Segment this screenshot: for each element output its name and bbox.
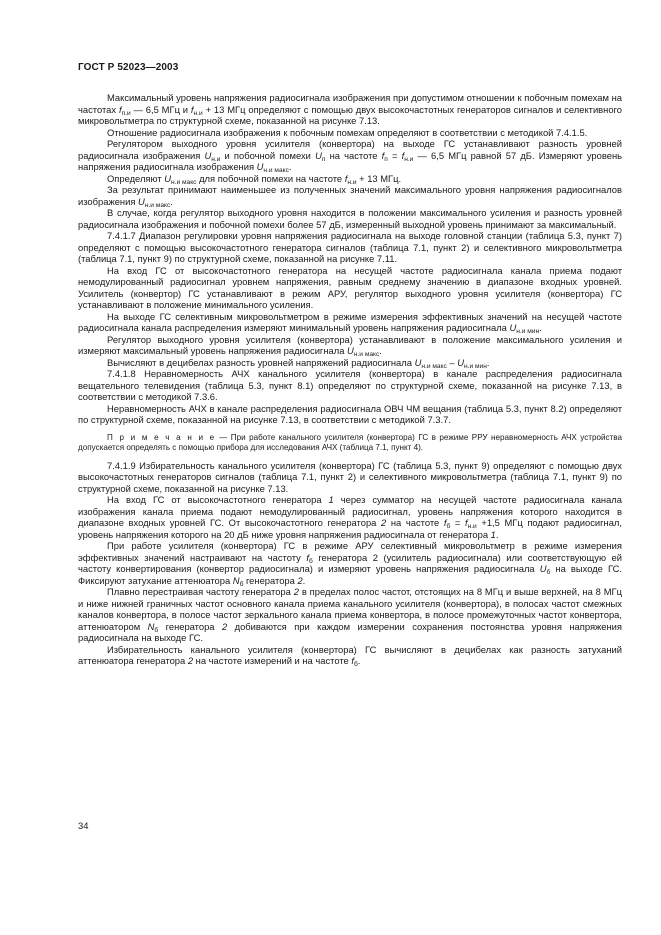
math-symbol: f xyxy=(118,103,122,115)
math-symbol: f xyxy=(381,149,385,161)
math-symbol: 1 xyxy=(328,494,334,506)
text-run: на выходе ГС. Фиксируют затухание аттенюатора xyxy=(78,563,623,586)
math-symbol: U xyxy=(164,172,172,184)
math-symbol: U xyxy=(315,149,322,161)
text-run: Максимальный уровень напряжения радиосигнала изображения при допустимом отношении к побочным помехам на частотах xyxy=(78,92,622,115)
text-run: На вход ГС от высокочастотного генератора xyxy=(107,494,329,506)
paragraph xyxy=(78,184,622,207)
text-run: . xyxy=(486,356,490,368)
math-symbol: 2 xyxy=(381,517,387,529)
text-run: . xyxy=(379,345,382,356)
paragraph xyxy=(78,460,622,495)
text-run: на частоте xyxy=(325,149,382,161)
math-symbol: N xyxy=(147,620,155,632)
text-run: На вход ГС от высокочастотного генератора на несущей частоте радиосигнала канала приема подают немодулированный радиосигнал уровнем напряжения, равным среднему значению в диапазоне входных уровней. Усилитель (конвертор) ГС устанавливают в режим АРУ, регулятор выходного уровня усилителя (конвертора) ГС устанавливают в положение минимального усиления. xyxy=(78,264,622,310)
subscript: н.и xyxy=(347,178,357,186)
math-symbol: N xyxy=(232,574,240,586)
paragraphs-block-2 xyxy=(78,460,622,667)
paragraph xyxy=(78,403,622,426)
math-symbol: f xyxy=(443,517,447,529)
text-run: генератора xyxy=(158,620,222,632)
text-run: . xyxy=(302,574,306,586)
text-run: для побочной помехи на частоте xyxy=(196,172,345,184)
paragraph xyxy=(78,173,622,185)
subscript: б xyxy=(154,626,159,634)
text-run: В случае, когда регулятор выходного уровня находится в положении максимального усиления и разность уровней радиосигнала изображения и побочной помехи более 57 дБ, измеренный выходной уровень принимают за максимальный. xyxy=(78,207,622,230)
text-run: генератора 2 (усилитель радиосигнала) или соответствующую ей частоту конвертирования (конвертор радиосигнала) и измеряют уровень напряжения радиосигнала xyxy=(78,551,622,575)
subscript: н.и макс xyxy=(421,362,447,370)
paragraph xyxy=(78,334,622,357)
math-symbol: f xyxy=(351,655,354,667)
page-number: 34 xyxy=(78,820,89,831)
text-run: – xyxy=(446,356,458,368)
paragraph xyxy=(78,92,622,127)
text-run: Избирательность канального усилителя (конвертора) ГС вычисляют в децибелах как разность затуханий аттенюатора генератора xyxy=(78,643,622,667)
text-run: на частоте xyxy=(386,517,444,529)
subscript: б xyxy=(546,569,551,577)
subscript: н.и xyxy=(467,523,477,531)
subscript: б xyxy=(446,523,451,531)
text-run: 7.4.1.9 Избирательность канального усилителя (конвертора) ГС (таблица 5.3, пункт 9) определяют с помощью двух высокочастотных генераторов сигналов (таблица 7.1, пункт 2) и селективного микровольтметра (таблица 7.1, пункт 9) по структурной схеме, показанной на рисунке 7.13. xyxy=(78,459,622,494)
math-symbol: f xyxy=(306,551,309,563)
text-run: = xyxy=(387,149,402,161)
paragraph xyxy=(78,586,622,644)
math-symbol: 2 xyxy=(221,620,228,632)
text-run: + 13 МГц. xyxy=(356,172,402,184)
paragraph xyxy=(78,368,622,403)
paragraph xyxy=(78,357,622,369)
note-label: П р и м е ч а н и е xyxy=(107,432,216,442)
text-run: . xyxy=(357,655,361,667)
math-symbol: U xyxy=(204,149,212,161)
text-run: . xyxy=(539,322,542,333)
text-run: добиваются при каждом измерении сохранения постоянства уровня напряжения радиосигнала на выходе ГС. xyxy=(78,620,622,644)
subscript: н.и мин xyxy=(516,328,540,335)
text-run: На выходе ГС селективным микровольтметром в режиме измерения эффективных значений на несущей частоте радиосигнала канала распределения измеряют минимальный уровень напряжения радиосигнала xyxy=(78,310,622,333)
paragraph xyxy=(78,127,622,139)
math-symbol: f xyxy=(401,149,405,161)
text-run: +1,5 МГц подают радиосигнал, уровень напряжения которого на 20 дБ ниже уровня напряжения радиосигнала от генератора xyxy=(78,517,623,540)
math-symbol: U xyxy=(457,356,465,368)
subscript: п xyxy=(384,155,388,163)
text-run: Регулятор выходного уровня усилителя (конвертора) устанавливают в положение максимального усиления и измеряют максимальный уровень напряжения радиосигнала xyxy=(78,333,622,356)
math-symbol: f xyxy=(344,172,348,184)
subscript: б xyxy=(239,580,244,588)
subscript: н.и xyxy=(193,109,203,117)
paragraph xyxy=(78,311,622,334)
text-run: — 6,5 МГц и xyxy=(130,103,191,115)
math-symbol: U xyxy=(414,356,422,368)
paragraph xyxy=(78,265,622,311)
text-run: Вычисляют в децибелах разность уровней напряжений радиосигнала xyxy=(107,356,415,368)
math-symbol: 2 xyxy=(297,574,303,586)
text-run: За результат принимают наименьшее из полученных значений максимального уровня напряжения радиосигналов изображения xyxy=(78,184,622,207)
text-run: через сумматор на несущей частоте радиосигнала канала изображения канала приема подают немодулированный радиосигнал, уровень напряжения которого находится в диапазоне входных уровней ГС. От высокочастотного генератора xyxy=(78,494,622,529)
text-run: . xyxy=(495,528,499,540)
paragraph xyxy=(78,138,622,173)
text-run: Отношение радиосигнала изображения к побочным помехам определяют в соответствии с методикой 7.4.1.5. xyxy=(107,126,588,138)
paragraph xyxy=(78,540,622,586)
paragraph xyxy=(78,207,622,230)
subscript: н.и макс xyxy=(144,201,171,209)
math-symbol: U xyxy=(347,345,354,356)
text-run: 7.4.1.7 Диапазон регулировки уровня напряжения радиосигнала на выходе головной станции (таблица 5.3, пункт 7) определяют с помощью высокочастотного генератора сигналов (таблица 7.1, пункт 2) и селективного микровольтметра (таблица 7.1, пункт 9) по структурной схеме, показанной на рисунке 7.11. xyxy=(78,230,622,264)
subscript: н.и xyxy=(404,155,414,163)
subscript: н.и макс xyxy=(353,351,380,358)
document-body xyxy=(78,92,622,667)
subscript: н.и макс xyxy=(263,167,289,174)
paragraphs-block-1 xyxy=(78,92,622,426)
subscript: н.и мин xyxy=(464,362,487,370)
text-run: + 13 МГц определяют с помощью двух высокочастотных генераторов сигналов и селективного микровольтметра по структурной схеме, показанной на рисунке 7.13. xyxy=(78,103,622,126)
text-run: — При работе канального усилителя (конвертора) ГС в режиме РРУ неравномерность АЧХ устройства допускается определять с помощью прибора для исследования АЧХ (таблица 7.1, пункт 4). xyxy=(78,432,622,452)
math-symbol: 2 xyxy=(293,586,299,598)
math-symbol: f xyxy=(464,517,468,529)
subscript: н.и xyxy=(211,155,221,163)
paragraph xyxy=(78,494,622,540)
document-header: ГОСТ Р 52023—2003 xyxy=(78,62,179,73)
math-symbol: f xyxy=(190,103,194,115)
math-symbol: 2 xyxy=(187,655,194,667)
text-run: Плавно перестраивая частоту генератора xyxy=(107,586,294,598)
paragraph xyxy=(78,230,622,265)
text-run: = xyxy=(450,517,465,529)
subscript: б xyxy=(353,661,358,669)
paragraph xyxy=(78,644,622,667)
math-symbol: U xyxy=(509,322,517,333)
text-run: и побочной помехи xyxy=(220,149,316,161)
text-run: . xyxy=(170,195,173,207)
text-run: . xyxy=(288,161,292,172)
note-paragraph xyxy=(78,433,622,453)
text-run: Неравномерность АЧХ в канале распределения радиосигнала ОВЧ ЧМ вещания (таблица 5.3, пункт 8.2) определяют по структурной схеме, показанной на рисунке 7.13, в соответствии с методикой 7.3.7. xyxy=(78,402,622,425)
subscript: б xyxy=(309,557,313,565)
subscript: н.и макс xyxy=(171,178,197,186)
math-symbol: 1 xyxy=(490,528,496,540)
math-symbol: U xyxy=(138,195,145,207)
text-run: Определяют xyxy=(107,172,165,184)
text-run: 7.4.1.8 Неравномерность АЧХ канального усилителя (конвертора) в канале распределения радиосигнала вещательного телевидения (таблица 5.3, пункт 8.1) определяют по структурной схеме, показанной на рисунке 7.13, в соответствии с методикой 7.3.6. xyxy=(78,368,622,402)
subscript: п xyxy=(321,155,326,163)
text-run: — 6,5 МГц равной 57 дБ. Измеряют уровень напряжения радиосигнала изображения xyxy=(78,149,623,172)
subscript: п.и xyxy=(121,109,131,117)
math-symbol: U xyxy=(539,563,547,575)
math-symbol: U xyxy=(256,161,264,172)
text-run: в пределах полос частот, отстоящих на 8 МГц и выше верхней, на 8 МГц и ниже нижней граничных частот основного канала приема канального усилителя (конвертора), в полосах частот смежных каналов конвертора, в полосе частот зеркального канала приема конвертора, в полосе промежуточных частот конвертора, аттенюатором xyxy=(78,586,623,632)
text-run: Регулятором выходного уровня усилителя (конвертора) на выходе ГС устанавливают разность уровней радиосигнала изображения xyxy=(78,138,622,161)
text-run: генератора xyxy=(243,574,298,586)
text-run: на частоте измерений и на частоте xyxy=(193,655,352,667)
text-run: При работе усилителя (конвертора) ГС в режиме АРУ селективный микровольтметр в режиме измерения эффективных значений настраивают на частоту xyxy=(78,540,622,563)
